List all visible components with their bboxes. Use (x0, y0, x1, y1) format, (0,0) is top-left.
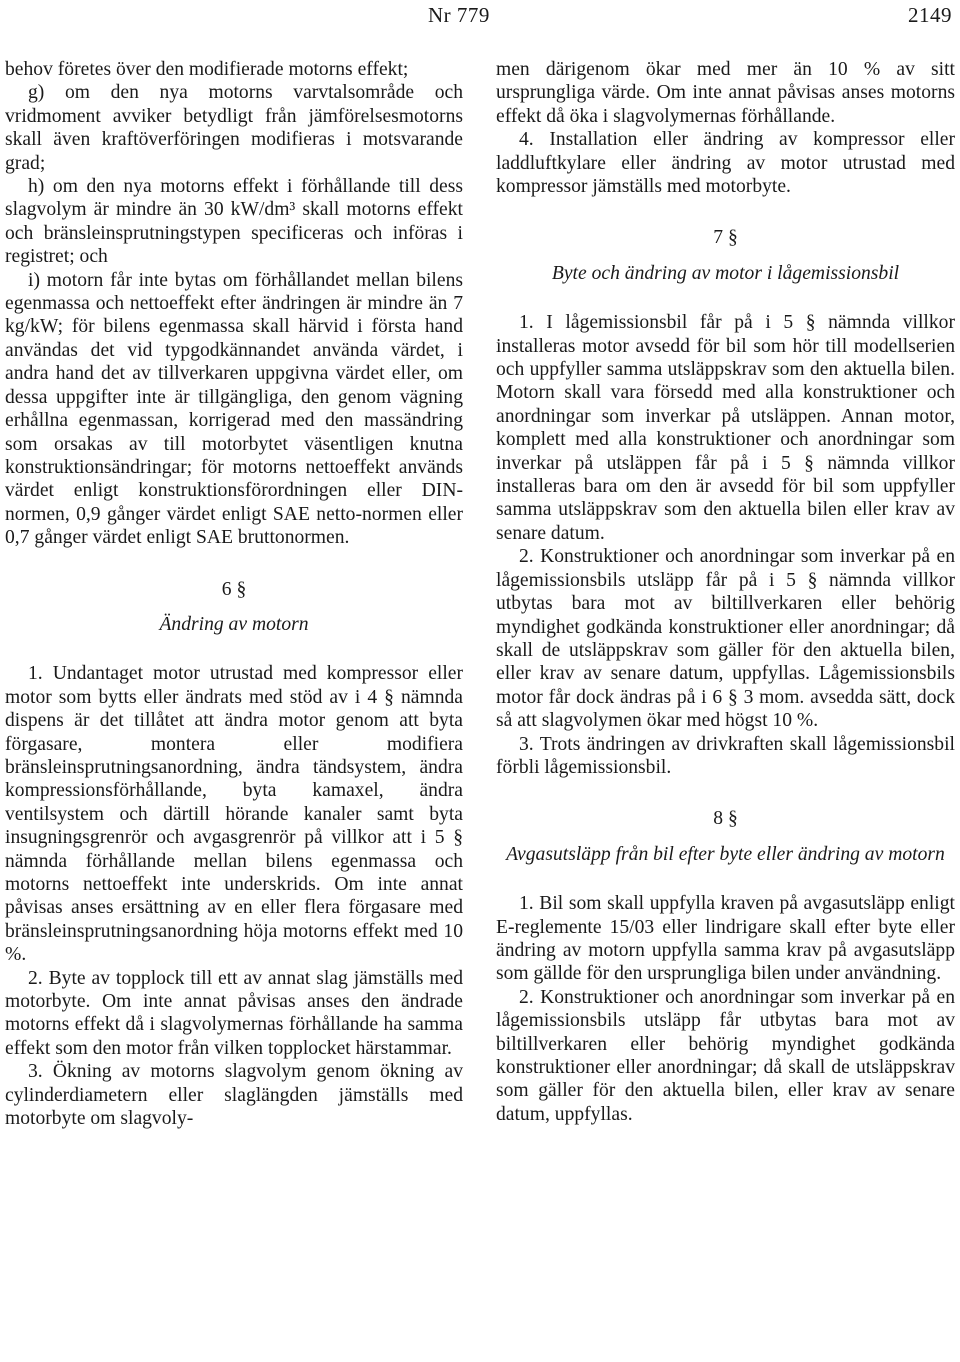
paragraph: behov företes över den modifierade motorns effekt; (5, 59, 409, 80)
page-number: 2149 (908, 3, 952, 27)
paragraph: men därigenom ökar med mer än 10 % av sitt ursprungliga värde. Om inte annat påvisas anses motorns effekt då öka i slagvolymernas förhållande. (496, 59, 955, 127)
section-number: 7 § (713, 227, 738, 249)
section-title: Byte och ändring av motor i lågemissionsbil (551, 262, 900, 284)
section-title: Ändring av motorn (159, 613, 309, 635)
paragraph: 2. Konstruktioner och anordningar som inverkar på en lågemissionsbils utsläpp får utbytas bara mot av biltillverkaren eller behörig myndighet godkända konstruktioner eller anordningar; då skall de utsläppskrav som gäller för den aktuella bilen, eller krav av senare datum, uppfyllas. (496, 986, 955, 1125)
page-header (0, 0, 960, 32)
section-title: Avgasutsläpp från bil efter byte eller ändring av motorn (506, 843, 945, 865)
issue-number: Nr 779 (428, 3, 490, 27)
paragraph: 1. I lågemissionsbil får på i 5 § nämnda villkor installeras motor avsedd för bil som hör till modellserien och uppfyller samma utsläppskrav som den aktuella bilen. Motorn skall vara försedd med alla konstruktioner och anordningar som inverkar på utsläppen. Annan motor, komplett med alla konstruktioner och anordningar som inverkar på utsläppen får på i 5 § nämnda villkor installeras bara om den är avsedd för bil som uppfyller samma utsläppskrav som den aktuella bilen eller krav av senare datum. (496, 312, 955, 544)
paragraph: 3. Trots ändringen av drivkraften skall lågemissionsbil förbli lågemissionsbil. (496, 733, 955, 778)
paragraph: 2. Byte av topplock till ett av annat slag jämställs med motorbyte. Om inte annat påvisas anses den ändrade motorns effekt då i slagvolymernas förhållande ha samma effekt som den motor från vilken topplocket härstammar. (5, 967, 463, 1059)
paragraph: g) om den nya motorns varvtalsområde och vridmoment avviker betydligt från jämförelsesmotorns skall även kraftöverföringen modifieras i motsvarande grad; (5, 82, 463, 174)
paragraph: 2. Konstruktioner och anordningar som inverkar på en lågemissionsbils utsläpp får på i 5 § nämnda villkor utbytas bara mot av biltillverkaren eller behörig myndighet godkända konstruktioner eller anordningar; då skall de utsläppskrav som gäller för den aktuella bilen, eller krav av senare datum, uppfyllas. Lågemissionsbils motor får dock ändras på i 6 § 3 mom. avsedda sätt, dock så att slagvolymen ökar med högst 10 %. (496, 546, 955, 732)
paragraph: 1. Bil som skall uppfylla kraven på avgasutsläpp enligt E-reglemente 15/03 eller lindrigare skall efter byte eller ändring av motorn uppfylla samma krav på avgasutsläpp som gällde för den ursprungliga bilen under användning. (496, 893, 955, 985)
paragraph: i) motorn får inte bytas om förhållandet mellan bilens egenmassa och nettoeffekt efter ändringen är mindre än 7 kg/kW; för bilens egenmassa skall härvid i första hand användas det vid typgodkännandet använda värdet, i andra hand det av tillverkaren uppgivna värdet eller, om dessa uppgifter inte är tillgängliga, den genom vägning erhållna egenmassan, korrigerad med den massändring som orsakas av till motorbytet väsentligen knutna konstruktionsändringar; för motorns nettoeffekt används värdet enligt konstruktionsförordningen eller DIN-normen, 0,9 gånger värdet enligt SAE netto-normen eller 0,7 gånger värdet enligt SAE bruttonormen. (5, 269, 463, 549)
paragraph: 1. Undantaget motor utrustad med kompressor eller motor som bytts eller ändrats med stöd av i 4 § nämnda dispens är det tillåtet att ändra motor genom att byta förgasare, montera eller modifiera bränsleinsprutningsanordning, ändra tändsystem, ändra kompressionsförhållande, byta kamaxel, ändra ventilsystem och därtill hörande kanaler samt byta insugningsgrenrör och avgasgrenrör på villkor att i 5 § nämnda förhållande mellan bilens egenmassa och motorns nettoeffekt inte underskrids. Om inte annat påvisas anses ersättning av en eller flera förgasare med bränsleinsprutningsanordning höja motorns effekt med 10 %. (5, 663, 463, 966)
paragraph: 4. Installation eller ändring av kompressor eller laddluftkylare eller ändring av motor utrustad med kompressor jämställs med motorbyte. (496, 129, 955, 198)
right-column (496, 58, 955, 1126)
section-number: 6 § (221, 578, 247, 600)
paragraph: h) om den nya motorns effekt i förhållande till dess slagvolym är mindre än 30 kW/dm³ skall motorns effekt och bränsleinsprutningstypen specificeras och införas i registret; och (5, 176, 463, 268)
left-column (5, 58, 463, 1130)
section-number: 8 § (713, 808, 738, 830)
paragraph: 3. Ökning av motorns slagvolym genom ökning av cylinderdiametern eller slaglängden jämställs med motorbyte om slagvoly- (5, 1061, 463, 1130)
